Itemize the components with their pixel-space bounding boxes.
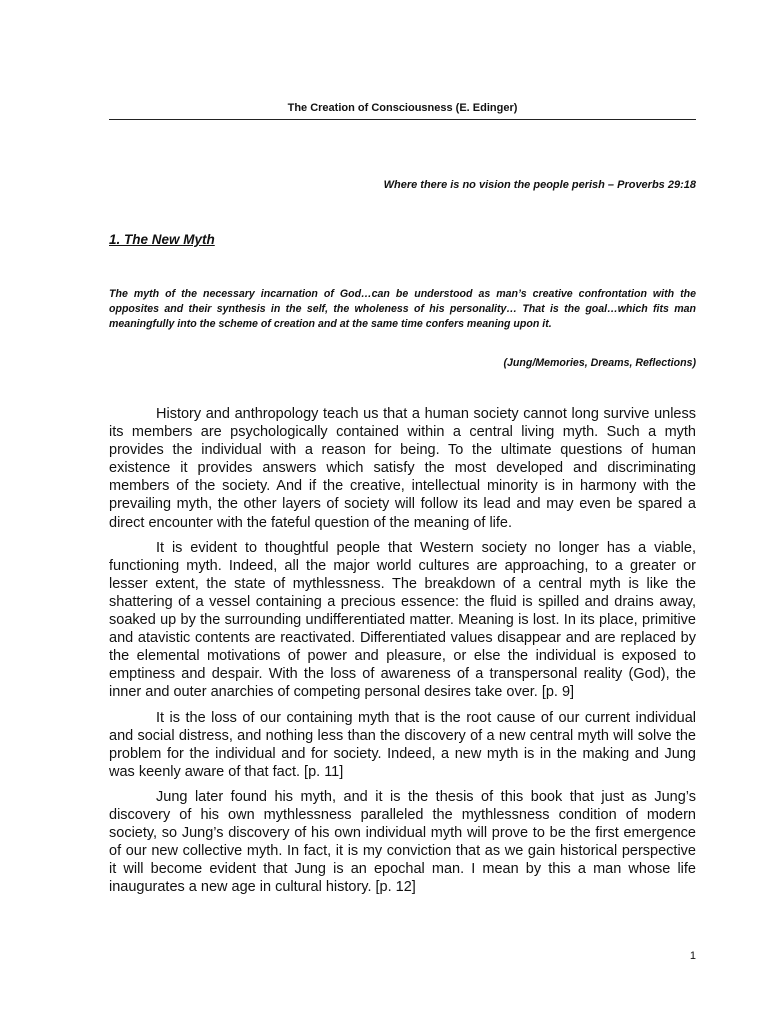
- paragraph: Jung later found his myth, and it is the thesis of this book that just as Jung’s discovery of his own mythlessness paralleled the mythlessness condition of modern society, so Jung’s discovery of his own individual myth will prove to be the first emergence of our new collective myth. In fact, it is my conviction that as we gain historical perspective it will become evident that Jung is an epochal man. I mean by this a man whose life inaugurates a new age in cultural history. [p. 12]: [109, 788, 696, 896]
- quote-attribution: (Jung/Memories, Dreams, Reflections): [503, 357, 696, 369]
- block-quote: The myth of the necessary incarnation of God…can be understood as man’s creative confrontation with the opposites and their synthesis in the self, the wholeness of his personality… That is the goal…which fits man meaningfully into the scheme of creation and at the same time confers meaning upon it.: [109, 288, 696, 330]
- running-header-title: The Creation of Consciousness (E. Edinger): [287, 102, 518, 114]
- paragraph: History and anthropology teach us that a human society cannot long survive unless its members are psychologically contained within a central living myth. Such a myth provides the individual with a reason for being. To the ultimate questions of human existence it provides answers which satisfy the most developed and discriminating members of the society. And if the creative, intellectual minority is in harmony with the prevailing myth, the other layers of society will follow its lead and may even be spared a direct encounter with the fateful question of the meaning of life.: [109, 406, 696, 531]
- header-divider: [109, 119, 696, 120]
- body-text: [109, 405, 696, 903]
- epigraph: Where there is no vision the people perish – Proverbs 29:18: [383, 179, 696, 191]
- paragraph: It is the loss of our containing myth that is the root cause of our current individual and social distress, and nothing less than the discovery of a new central myth will solve the problem for the individual and for society. Indeed, a new myth is in the making and Jung was keenly aware of that fact. [p. 11]: [109, 709, 696, 780]
- page-number: 1: [689, 950, 696, 962]
- paragraph: It is evident to thoughtful people that Western society no longer has a viable, functioning myth. Indeed, all the major world cultures are approaching, to a greater or lesser extent, the state of mythlessness. The breakdown of a central myth is like the shattering of a vessel containing a precious essence: the fluid is spilled and drains away, soaked up by the surrounding undifferentiated matter. Meaning is lost. In its place, primitive and atavistic contents are reactivated. Differentiated values disappear and are replaced by the elemental motivations of power and pleasure, or else the individual is exposed to emptiness and despair. With the loss of awareness of a transpersonal reality (God), the inner and outer anarchies of competing personal desires take over. [p. 9]: [109, 539, 696, 701]
- section-heading: 1. The New Myth: [109, 232, 215, 247]
